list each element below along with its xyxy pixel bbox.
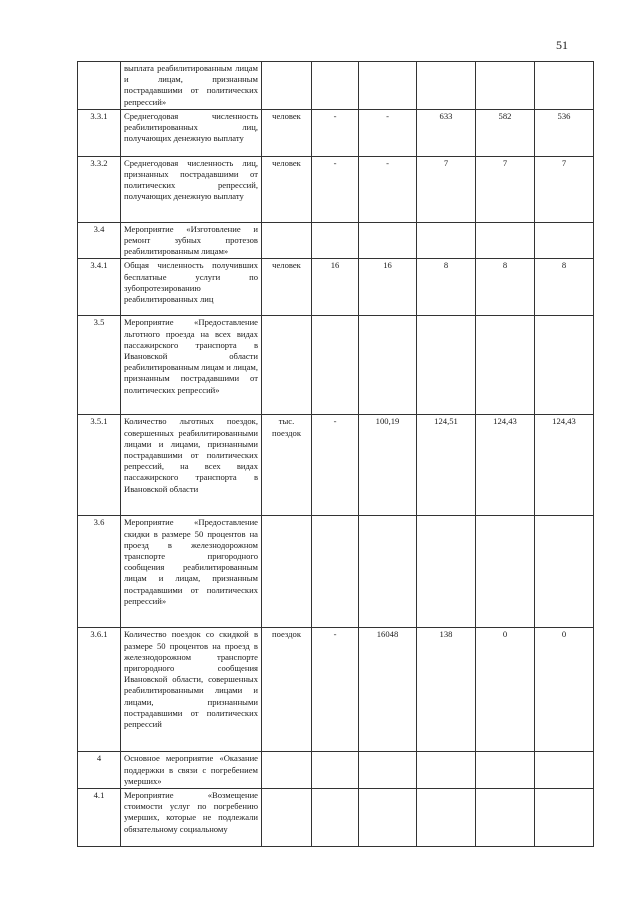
row-value-4 <box>476 222 535 259</box>
row-name: выплата реабилитированным лицам и лицам, признанным пострадавшими от политических репрессий» <box>121 62 262 110</box>
row-value-3 <box>417 316 476 415</box>
row-value-1: - <box>312 109 359 156</box>
row-value-3: 124,51 <box>417 415 476 516</box>
row-number <box>78 62 121 110</box>
row-value-2: 16 <box>359 259 417 316</box>
table-row <box>78 222 594 259</box>
row-value-3 <box>417 516 476 628</box>
row-value-3: 138 <box>417 628 476 752</box>
table-row <box>78 316 594 415</box>
row-number: 3.3.2 <box>78 156 121 222</box>
row-value-3: 8 <box>417 259 476 316</box>
row-value-5: 536 <box>535 109 594 156</box>
row-number: 4.1 <box>78 789 121 847</box>
table-row <box>78 62 594 110</box>
row-value-1: - <box>312 415 359 516</box>
row-value-4: 0 <box>476 628 535 752</box>
row-name: Основное мероприятие «Оказание поддержки в связи с погребением умерших» <box>121 752 262 789</box>
row-value-1 <box>312 789 359 847</box>
row-name: Мероприятие «Изготовление и ремонт зубных протезов реабилитированным лицам» <box>121 222 262 259</box>
row-value-4 <box>476 62 535 110</box>
table-row <box>78 415 594 516</box>
row-value-5 <box>535 222 594 259</box>
row-unit <box>262 316 312 415</box>
indicators-table <box>77 61 594 847</box>
table-row <box>78 516 594 628</box>
row-value-2: - <box>359 156 417 222</box>
row-value-5: 7 <box>535 156 594 222</box>
row-number: 3.5.1 <box>78 415 121 516</box>
row-unit <box>262 752 312 789</box>
row-value-2 <box>359 316 417 415</box>
table-row <box>78 156 594 222</box>
row-value-5 <box>535 62 594 110</box>
row-unit <box>262 516 312 628</box>
row-number: 3.6 <box>78 516 121 628</box>
row-value-1 <box>312 752 359 789</box>
row-value-3 <box>417 789 476 847</box>
row-value-2 <box>359 516 417 628</box>
row-value-4 <box>476 752 535 789</box>
row-unit <box>262 222 312 259</box>
row-name: Мероприятие «Предоставление скидки в размере 50 процентов на проезд в железнодорожном транспорте пригородного сообщения реабилитированным лицам и лицам, признанным пострадавшими от политических репрессий» <box>121 516 262 628</box>
row-value-2: - <box>359 109 417 156</box>
row-value-2 <box>359 752 417 789</box>
row-value-5 <box>535 516 594 628</box>
row-value-2: 16048 <box>359 628 417 752</box>
row-name: Среднегодовая численность реабилитированных лиц, получающих денежную выплату <box>121 109 262 156</box>
row-value-1 <box>312 62 359 110</box>
row-number: 3.5 <box>78 316 121 415</box>
row-unit: тыс. поездок <box>262 415 312 516</box>
row-name: Общая численность получивших бесплатные услуги по зубопротезированию реабилитированных лиц <box>121 259 262 316</box>
row-name: Количество поездок со скидкой в размере 50 процентов на проезд в железнодорожном транспорте пригородного сообщения Ивановской области, совершенных реабилитированными лицами и лицами, признанными пострадавшими от политических репрессий <box>121 628 262 752</box>
table-row <box>78 628 594 752</box>
row-value-5 <box>535 789 594 847</box>
row-value-3: 633 <box>417 109 476 156</box>
row-unit <box>262 62 312 110</box>
row-value-4 <box>476 789 535 847</box>
table-row <box>78 109 594 156</box>
row-value-5: 124,43 <box>535 415 594 516</box>
row-unit: человек <box>262 156 312 222</box>
row-value-4 <box>476 516 535 628</box>
row-number: 3.4.1 <box>78 259 121 316</box>
row-name: Среднегодовая численность лиц, признанных пострадавшими от политических репрессий, получающих денежную выплату <box>121 156 262 222</box>
row-value-1 <box>312 316 359 415</box>
row-value-5: 8 <box>535 259 594 316</box>
row-value-4: 7 <box>476 156 535 222</box>
row-value-5: 0 <box>535 628 594 752</box>
row-unit <box>262 789 312 847</box>
row-value-3 <box>417 62 476 110</box>
row-value-2: 100,19 <box>359 415 417 516</box>
row-value-1: 16 <box>312 259 359 316</box>
page-number: 51 <box>556 38 568 52</box>
row-value-4: 8 <box>476 259 535 316</box>
table-row <box>78 259 594 316</box>
row-unit: человек <box>262 109 312 156</box>
row-unit: поездок <box>262 628 312 752</box>
row-value-4 <box>476 316 535 415</box>
row-name: Мероприятие «Предоставление льготного проезда на всех видах пассажирского транспорта в Ивановской области реабилитированным лицам и лицам, признанным пострадавшими от политических репрессий» <box>121 316 262 415</box>
row-name: Мероприятие «Возмещение стоимости услуг по погребению умерших, которые не подлежали обязательному социальному <box>121 789 262 847</box>
row-value-2 <box>359 62 417 110</box>
row-value-3: 7 <box>417 156 476 222</box>
row-value-1: - <box>312 628 359 752</box>
row-number: 3.4 <box>78 222 121 259</box>
table-row <box>78 752 594 789</box>
row-value-3 <box>417 222 476 259</box>
row-number: 3.6.1 <box>78 628 121 752</box>
row-value-5 <box>535 316 594 415</box>
row-name: Количество льготных поездок, совершенных реабилитированными лицами и лицами, признанными пострадавшими от политических репрессий, на всех видах пассажирского транспорта в Ивановской области <box>121 415 262 516</box>
row-number: 4 <box>78 752 121 789</box>
row-value-2 <box>359 222 417 259</box>
row-unit: человек <box>262 259 312 316</box>
row-value-1 <box>312 516 359 628</box>
row-value-1 <box>312 222 359 259</box>
row-number: 3.3.1 <box>78 109 121 156</box>
row-value-5 <box>535 752 594 789</box>
row-value-4: 582 <box>476 109 535 156</box>
row-value-3 <box>417 752 476 789</box>
row-value-4: 124,43 <box>476 415 535 516</box>
row-value-1: - <box>312 156 359 222</box>
table-row <box>78 789 594 847</box>
row-value-2 <box>359 789 417 847</box>
